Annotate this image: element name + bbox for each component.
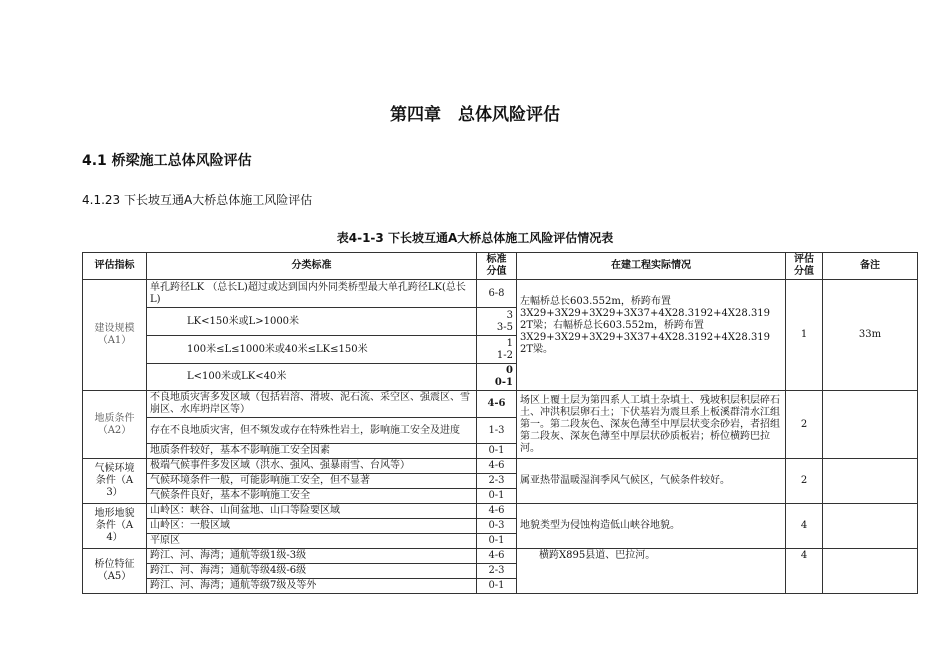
indicator-terrain: 地形地貌 条件（A 4）	[83, 504, 147, 549]
actual-climate: 属亚热带温暖湿润季风气候区，气候条件较好。	[517, 459, 786, 504]
score-cell: 3 3-5	[477, 308, 517, 336]
standard-cell: 平原区	[147, 534, 477, 549]
standard-cell: 气候环境条件一般，可能影响施工安全，但不显著	[147, 474, 477, 489]
subsection-title: 4.1.23 下长坡互通A大桥总体施工风险评估	[82, 193, 313, 207]
indicator-scale: 建设规模 （A1）	[83, 280, 147, 391]
score-cell: 0 0-1	[477, 364, 517, 391]
actual-geology: 场区上覆土层为第四系人工填土杂填土、残坡积层积层碎石土、冲洪积层卵石土；下伏基岩为震旦系上板溪群清水江组第一。第二段灰色、深灰色薄至中厚层状变余砂岩，者招组第二段灰、深灰色薄至中厚层状砂质板岩；桥位横跨巴拉河。	[517, 391, 786, 459]
note-terrain	[823, 504, 918, 549]
score-cell: 6-8	[477, 280, 517, 308]
table-caption: 表4-1-3 下长坡互通A大桥总体施工风险评估情况表	[336, 231, 614, 245]
header-score: 标准 分值	[477, 253, 517, 280]
standard-cell: 气候条件良好，基本不影响施工安全	[147, 489, 477, 504]
standard-cell: L<100米或LK<40米	[147, 364, 477, 391]
header-standard: 分类标准	[147, 253, 477, 280]
indicator-bridge: 桥位特征 （A5）	[83, 549, 147, 594]
score-cell: 0-1	[477, 489, 517, 504]
table-row	[83, 280, 918, 308]
section-title: 4.1 桥梁施工总体风险评估	[82, 153, 252, 169]
note-scale: 33m	[823, 280, 918, 391]
score-cell: 0-1	[477, 534, 517, 549]
standard-cell: 跨江、河、海湾；通航等级7级及等外	[147, 579, 477, 594]
score-cell: 4-6	[477, 504, 517, 519]
standard-cell: 极端气候事件多发区域（洪水、强风、强暴雨雪、台风等）	[147, 459, 477, 474]
score-cell: 0-1	[477, 444, 517, 459]
score-cell: 0-1	[477, 579, 517, 594]
risk-assessment-table	[82, 252, 918, 594]
standard-cell: 单孔跨径LK （总长L)超过或达到国内外同类桥型最大单孔跨径LK(总长L)	[147, 280, 477, 308]
header-actual: 在建工程实际情况	[517, 253, 786, 280]
actual-scale: 左幅桥总长603.552m，桥跨布置3X29+3X29+3X29+3X37+4X28.3192+4X28.319 2T梁；右幅桥总长603.552m，桥跨布置3X29+3X29+3X29+3X37+4X28.3192+4X28.319 2T梁。	[517, 280, 786, 391]
table-header-row	[83, 253, 918, 280]
eval-terrain: 4	[786, 504, 823, 549]
score-cell: 4-6	[477, 391, 517, 418]
eval-bridge: 4	[786, 549, 823, 594]
header-eval-score: 评估 分值	[786, 253, 823, 280]
score-cell: 4-6	[477, 549, 517, 564]
standard-cell: 山岭区：峡谷、山间盆地、山口等险要区域	[147, 504, 477, 519]
table-row	[83, 459, 918, 474]
score-cell: 2-3	[477, 474, 517, 489]
note-geology	[823, 391, 918, 459]
score-cell: 2-3	[477, 564, 517, 579]
table-row	[83, 504, 918, 519]
indicator-geology: 地质条件 （A2）	[83, 391, 147, 459]
standard-cell: 跨江、河、海湾；通航等级4级-6级	[147, 564, 477, 579]
table-row	[83, 391, 918, 418]
standard-cell: 地质条件较好，基本不影响施工安全因素	[147, 444, 477, 459]
eval-geology: 2	[786, 391, 823, 459]
standard-cell: 存在不良地质灾害，但不频发或存在特殊性岩土，影响施工安全及进度	[147, 418, 477, 444]
chapter-title: 第四章 总体风险评估	[390, 105, 560, 125]
indicator-climate: 气候环境 条件（A 3）	[83, 459, 147, 504]
score-cell: 1 1-2	[477, 336, 517, 364]
score-cell: 1-3	[477, 418, 517, 444]
note-bridge	[823, 549, 918, 594]
standard-cell: 跨江、河、海湾；通航等级1级-3级	[147, 549, 477, 564]
actual-bridge: 横跨X895县道、巴拉河。	[517, 549, 786, 594]
header-note: 备注	[823, 253, 918, 280]
header-indicator: 评估指标	[83, 253, 147, 280]
note-climate	[823, 459, 918, 504]
eval-scale: 1	[786, 280, 823, 391]
table-row	[83, 549, 918, 564]
eval-climate: 2	[786, 459, 823, 504]
standard-cell: 不良地质灾害多发区域（包括岩溶、滑坡、泥石流、采空区、强震区、雪崩区、水库坍岸区等）	[147, 391, 477, 418]
actual-terrain: 地貌类型为侵蚀构造低山峡谷地貌。	[517, 504, 786, 549]
score-cell: 0-3	[477, 519, 517, 534]
score-cell: 4-6	[477, 459, 517, 474]
standard-cell: 山岭区：一般区域	[147, 519, 477, 534]
standard-cell: 100米≤L≤1000米或40米≤LK≤150米	[147, 336, 477, 364]
standard-cell: LK<150米或L>1000米	[147, 308, 477, 336]
